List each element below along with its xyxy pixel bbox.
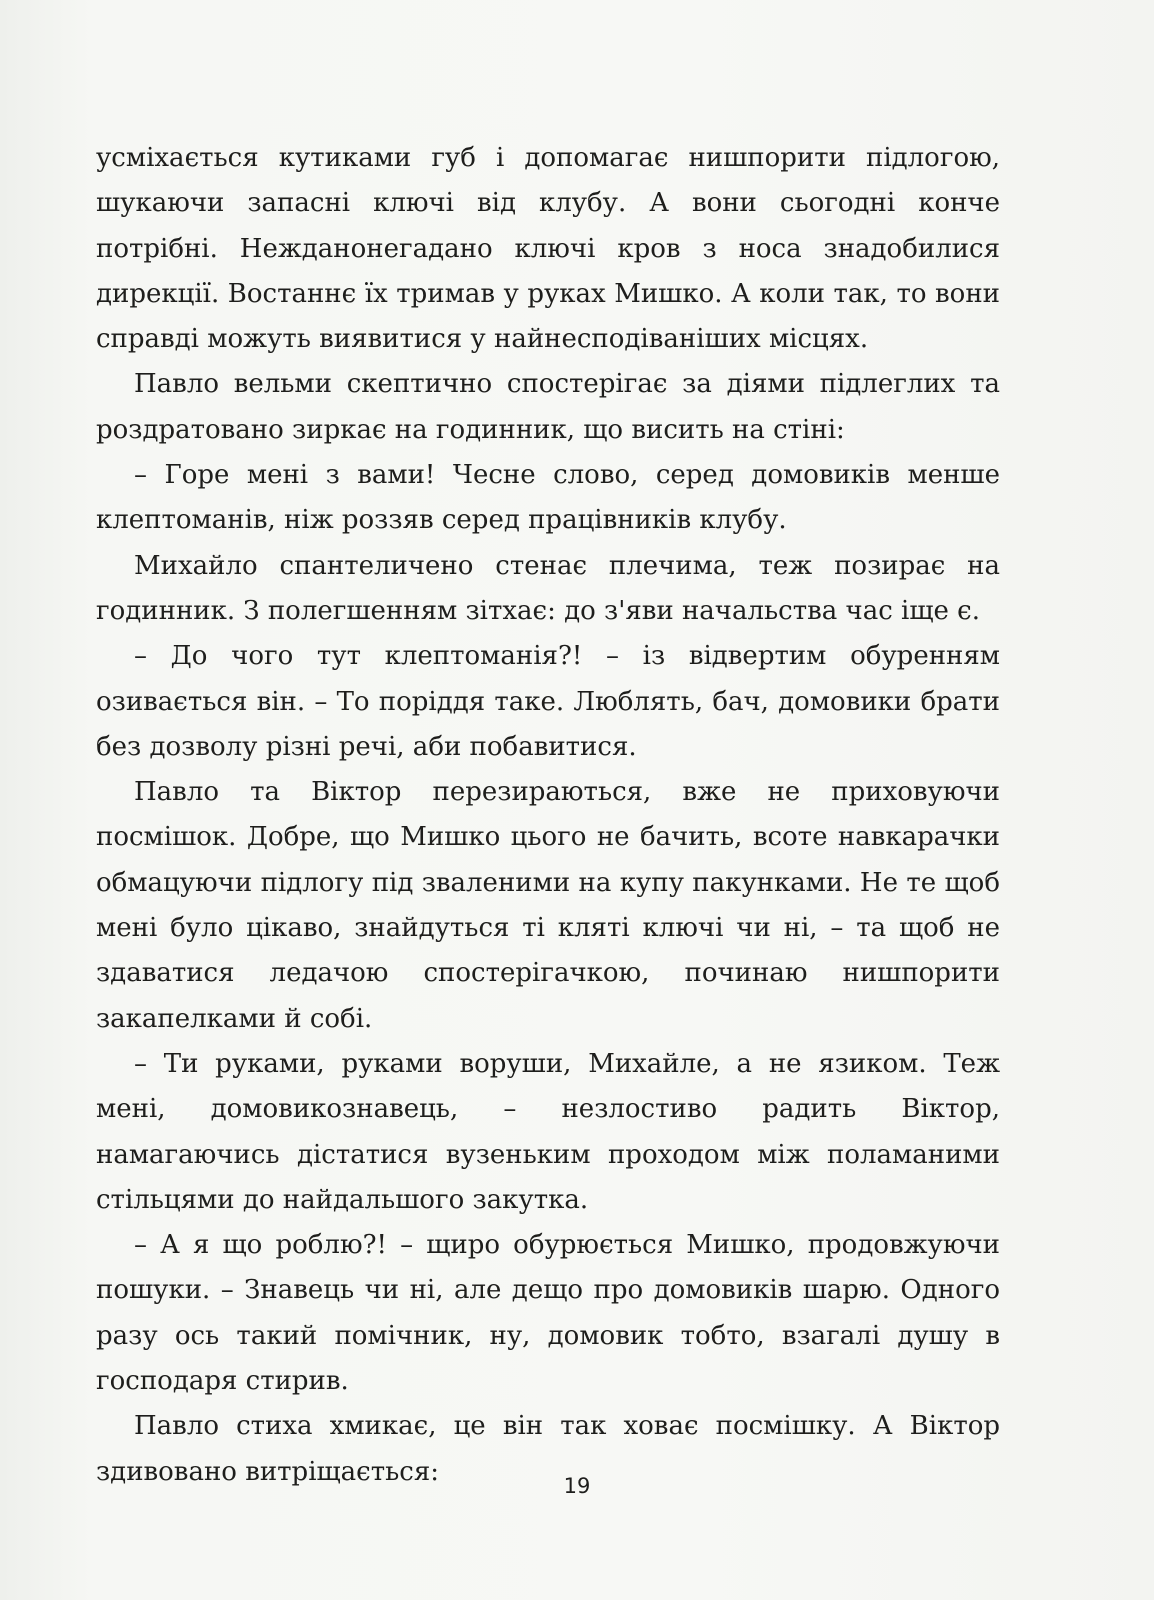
page-number: 19	[563, 1474, 591, 1498]
body-text	[96, 136, 1000, 1495]
paragraph-6: Павло та Віктор перезираються, вже не приховуючи посмішок. Добре, що Мишко цього не бачить, всоте навкарачки обмацуючи підлогу під зваленими на купу пакунками. Не те щоб мені було цікаво, знайдуться ті кляті ключі чи ні, – та щоб не здаватися ледачою спостерігачкою, починаю нишпорити закапелками й собі.	[96, 777, 1000, 1034]
paragraph-1: усміхається кутиками губ і допомагає нишпорити підлогою, шукаючи запасні ключі від клубу. А вони сьогодні конче потрібні. Нежданонегадано ключі кров з носа знадобилися дирекції. Востаннє їх тримав у руках Мишко. А коли так, то вони справді можуть виявитися у найнесподіваніших місцях.	[96, 143, 1000, 355]
paragraph-4: Михайло спантеличено стенає плечима, теж позирає на годинник. З полегшенням зітхає: до з'яви начальства час іще є.	[96, 550, 1000, 626]
paragraph-8: – А я що роблю?! – щиро обурюється Мишко, продовжуючи пошуки. – Знавець чи ні, але дещо про домовиків шарю. Одного разу ось такий помічник, ну, домовик тобто, взагалі душу в господаря стирив.	[96, 1230, 1000, 1397]
paragraph-5: – До чого тут клептоманія?! – із відвертим обуренням озивається він. – То поріддя таке. Люблять, бач, домовики брати без дозволу різні речі, аби побавитися.	[96, 641, 1000, 762]
paragraph-9: Павло стиха хмикає, це він так ховає посмішку. А Віктор здивовано витріщається:	[96, 1411, 1000, 1487]
paragraph-3: – Горе мені з вами! Чесне слово, серед домовиків менше клептоманів, ніж роззяв серед працівників клубу.	[96, 460, 1000, 536]
paragraph-7: – Ти руками, руками воруши, Михайле, а не язиком. Теж мені, домовикознавець, – незлостиво радить Віктор, намагаючись дістатися вузеньким проходом між поламаними стільцями до найдальшого закутка.	[96, 1048, 1000, 1215]
paragraph-2: Павло вельми скептично спостерігає за діями підлеглих та роздратовано зиркає на годинник, що висить на стіні:	[96, 369, 1000, 445]
